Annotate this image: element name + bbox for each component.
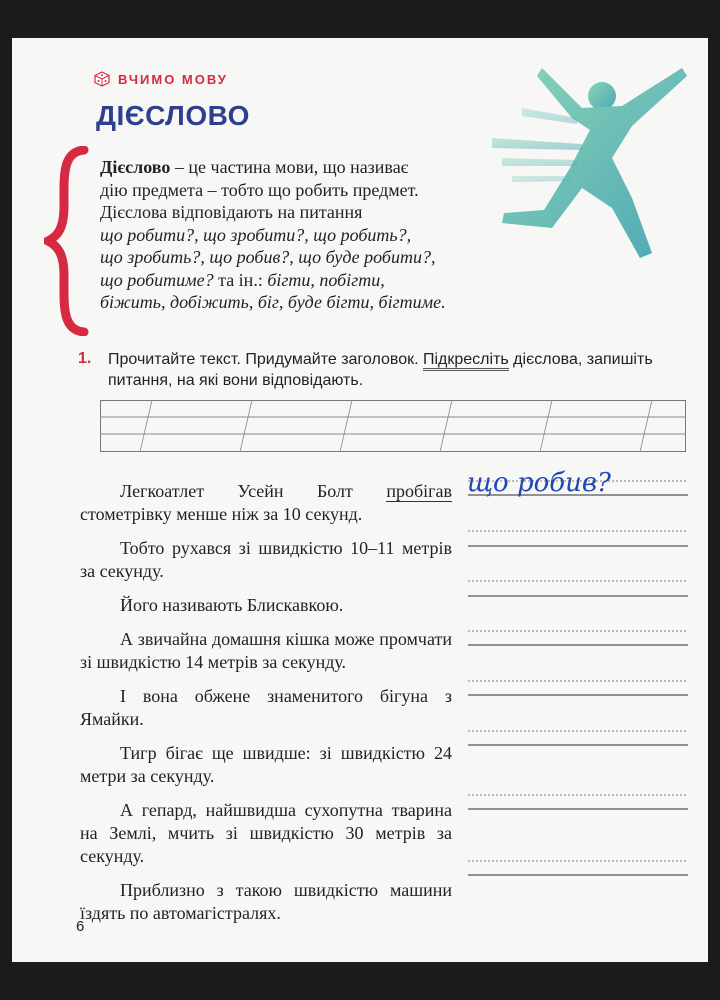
- sentence-8: Приблизно з такою швидкістю машини їздять по автомагістралях.: [80, 880, 452, 923]
- sentence-2: Тобто рухався зі швидкістю 10–11 метрів за секунду.: [80, 538, 452, 581]
- sentence-4: А звичайна домашня кішка може промчати зі швидкістю 14 метрів за секунду.: [80, 629, 452, 672]
- brand-header: [94, 71, 228, 87]
- brand-label: ВЧИМО МОВУ: [118, 71, 228, 87]
- answer-lines[interactable]: [468, 38, 688, 962]
- sentence-6: Тигр бігає ще швидше: зі швидкістю 24 метри за секунду.: [80, 743, 452, 786]
- reading-text: [80, 480, 452, 936]
- exercise-text-a: Прочитайте текст. Придумайте заголовок.: [108, 351, 423, 368]
- page-number: 6: [76, 918, 85, 935]
- underlined-verb: пробігав: [386, 481, 452, 501]
- page-title: ДІЄСЛОВО: [96, 100, 250, 131]
- rule-questions2: що зробить?, що робив?, що буде робити?,: [100, 247, 436, 267]
- rule-examples2: біжить, добіжить, біг, буде бігти, бігтиме.: [100, 292, 446, 312]
- dice-icon: [94, 71, 110, 87]
- exercise-text-c: дієслова, запишіть питання, на які вони відповідають.: [108, 351, 653, 389]
- handwritten-answer: що робив?: [467, 468, 611, 498]
- rule-term: Дієслово: [100, 157, 171, 177]
- rule-line2: дію предмета – тобто що робить предмет.: [100, 179, 419, 200]
- rule-questions1: що робити?, що зробити?, що робить?,: [100, 224, 412, 245]
- exercise-text-underline: Підкресліть: [423, 351, 509, 371]
- sentence-1: Легкоатлет Усейн Болт пробігав стометрівку менше ніж за 10 секунд.: [80, 481, 452, 524]
- rule-questions3: що робитиме?: [100, 269, 214, 290]
- exercise-number: 1.: [78, 350, 92, 367]
- workbook-page: [12, 38, 708, 962]
- rule-line1: – це частина мови, що називає: [170, 157, 409, 177]
- curly-brace-icon: [44, 146, 90, 336]
- sentence-3: Його називають Блискавкою.: [120, 595, 344, 615]
- sentence-7: А гепард, найшвидша сухопутна тварина на Землі, мчить зі швидкістю 30 метрів за секунду.: [80, 800, 452, 866]
- rule-line3: Дієслова відповідають на питання: [100, 202, 363, 222]
- rule-connector: та ін.:: [213, 269, 268, 290]
- rule-examples1: бігти, побігти,: [267, 269, 385, 290]
- sentence-5: І вона обжене знаменитого бігуна з Ямайки.: [80, 686, 452, 729]
